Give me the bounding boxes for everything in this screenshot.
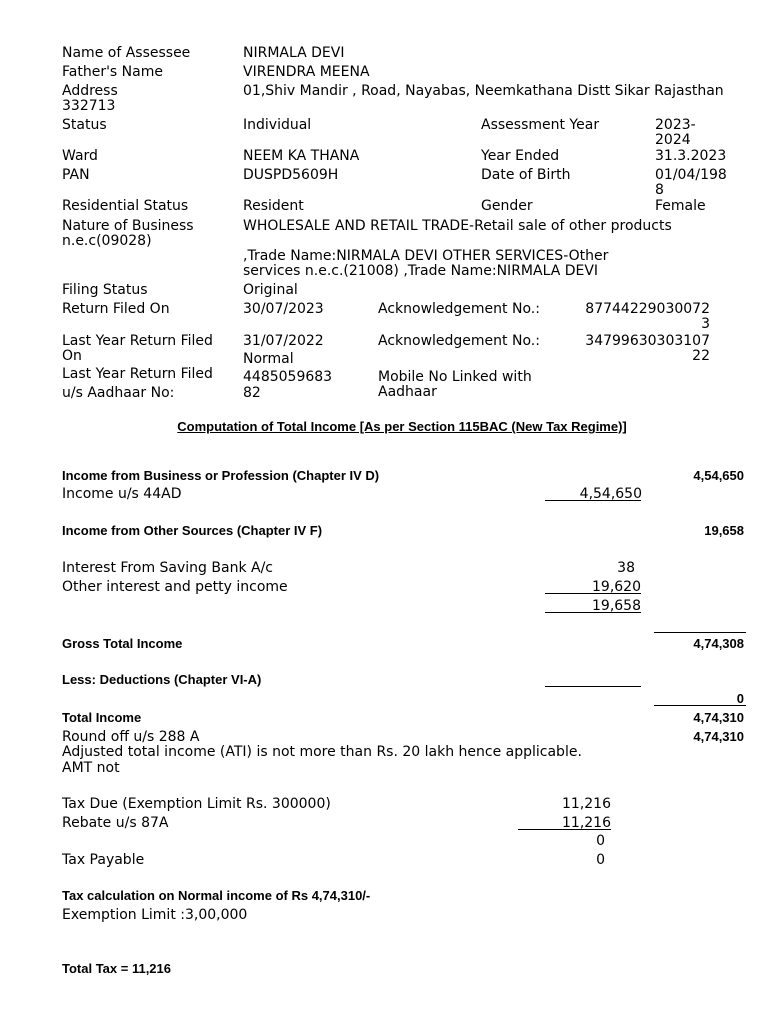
mobile-linked-label-1: Mobile No Linked with — [378, 369, 532, 385]
return-filed-on-value: 30/07/2023 — [243, 301, 324, 317]
round-off-value: 4,74,310 — [693, 729, 744, 744]
last-year-return-label-1: Last Year Return Filed — [62, 333, 213, 349]
year-ended-label: Year Ended — [481, 148, 560, 164]
gender-label: Gender — [481, 198, 533, 214]
computation-title: Computation of Total Income [As per Section 115BAC (New Tax Regime)] — [177, 419, 627, 434]
gross-total-income-label: Gross Total Income — [62, 636, 183, 651]
gross-total-rule — [654, 632, 746, 633]
nature-of-business-value-1: WHOLESALE AND RETAIL TRADE-Retail sale of other products — [243, 218, 672, 234]
dob-value-2: 8 — [655, 182, 664, 198]
return-filed-on-label: Return Filed On — [62, 301, 170, 317]
nature-of-business-value-2: ,Trade Name:NIRMALA DEVI OTHER SERVICES-Other — [243, 248, 609, 264]
address-pin: 332713 — [62, 98, 116, 114]
pan-label: PAN — [62, 167, 90, 183]
filing-status-label: Filing Status — [62, 282, 148, 298]
filing-status-value: Original — [243, 282, 298, 298]
income-44ad-label: Income u/s 44AD — [62, 486, 182, 502]
status-value: Individual — [243, 117, 312, 133]
nature-of-business-label-1: Nature of Business — [62, 218, 194, 234]
other-interest-value: 19,620 — [592, 579, 641, 595]
income-44ad-value: 4,54,650 — [579, 486, 642, 502]
acknowledgement-label-1: Acknowledgement No.: — [378, 301, 540, 317]
tax-due-value: 11,216 — [562, 796, 611, 812]
after-rebate-value: 0 — [596, 833, 605, 849]
other-subtotal-rule — [545, 612, 641, 613]
father-label: Father's Name — [62, 64, 163, 80]
aadhaar-value-1: 4485059683 — [243, 369, 333, 385]
last-year-return-value-1: 31/07/2022 — [243, 333, 324, 349]
deductions-label: Less: Deductions (Chapter VI-A) — [62, 672, 262, 687]
exemption-limit-text: Exemption Limit :3,00,000 — [62, 907, 248, 923]
assessment-year-value-1: 2023- — [655, 117, 696, 133]
dob-label: Date of Birth — [481, 167, 571, 183]
name-label: Name of Assessee — [62, 45, 191, 61]
name-value: NIRMALA DEVI — [243, 45, 345, 61]
other-sources-heading: Income from Other Sources (Chapter IV F) — [62, 523, 323, 538]
other-sources-total: 19,658 — [704, 523, 744, 538]
assessment-year-value-2: 2024 — [655, 132, 691, 148]
gross-total-income-value: 4,74,308 — [693, 636, 744, 651]
year-ended-value: 31.3.2023 — [655, 148, 727, 164]
rebate-rule — [518, 829, 611, 830]
saving-bank-interest-label: Interest From Saving Bank A/c — [62, 560, 273, 576]
deductions-rule — [545, 686, 641, 687]
assessment-year-label: Assessment Year — [481, 117, 600, 133]
residential-status-value: Resident — [243, 198, 304, 214]
round-off-label: Round off u/s 288 A — [62, 729, 200, 745]
rebate-label: Rebate u/s 87A — [62, 815, 169, 831]
acknowledgement-value-2a: 34799630303107 — [585, 333, 710, 349]
last-year-return-label-2: On — [62, 348, 82, 364]
status-label: Status — [62, 117, 107, 133]
residential-status-label: Residential Status — [62, 198, 189, 214]
last-year-aadhaar-label-2: u/s Aadhaar No: — [62, 385, 175, 401]
tax-payable-label: Tax Payable — [62, 852, 145, 868]
mobile-linked-label-2: Aadhaar — [378, 384, 437, 400]
other-sources-subtotal: 19,658 — [592, 598, 641, 614]
nature-of-business-value-3: services n.e.c.(21008) ,Trade Name:NIRMALA DEVI — [243, 263, 599, 279]
address-value: 01,Shiv Mandir , Road, Nayabas, Neemkathana Distt Sikar Rajasthan — [243, 83, 724, 99]
total-income-label: Total Income — [62, 710, 142, 725]
business-income-total: 4,54,650 — [693, 468, 744, 483]
tax-payable-value: 0 — [596, 852, 605, 868]
ward-value: NEEM KA THANA — [243, 148, 360, 164]
acknowledgement-value-1a: 87744229030072 — [585, 301, 710, 317]
acknowledgement-value-2b: 22 — [692, 348, 710, 364]
tax-due-label: Tax Due (Exemption Limit Rs. 300000) — [62, 796, 331, 812]
pan-value: DUSPD5609H — [243, 167, 339, 183]
acknowledgement-value-1b: 3 — [701, 316, 710, 332]
total-income-rule — [654, 705, 746, 706]
last-year-return-value-2: Normal — [243, 351, 294, 367]
ward-label: Ward — [62, 148, 98, 164]
business-income-heading: Income from Business or Profession (Chapter IV D) — [62, 468, 380, 483]
total-tax-text: Total Tax = 11,216 — [62, 961, 171, 976]
amt-note-line-2: AMT not — [62, 760, 120, 776]
other-interest-rule — [545, 593, 641, 594]
rebate-value: 11,216 — [562, 815, 611, 831]
amt-note-line-1: Adjusted total income (ATI) is not more than Rs. 20 lakh hence applicable. — [62, 744, 582, 760]
aadhaar-value-2: 82 — [243, 385, 261, 401]
address-label: Address — [62, 83, 118, 99]
deductions-value: 0 — [736, 691, 744, 706]
dob-value-1: 01/04/198 — [655, 167, 727, 183]
other-interest-label: Other interest and petty income — [62, 579, 288, 595]
last-year-aadhaar-label-1: Last Year Return Filed — [62, 366, 213, 382]
saving-bank-interest-value: 38 — [617, 560, 635, 576]
total-income-value: 4,74,310 — [693, 710, 744, 725]
nature-of-business-label-2: n.e.c(09028) — [62, 233, 152, 249]
father-value: VIRENDRA MEENA — [243, 64, 370, 80]
tax-calculation-heading: Tax calculation on Normal income of Rs 4,74,310/- — [62, 888, 371, 903]
acknowledgement-label-2: Acknowledgement No.: — [378, 333, 540, 349]
gender-value: Female — [655, 198, 706, 214]
